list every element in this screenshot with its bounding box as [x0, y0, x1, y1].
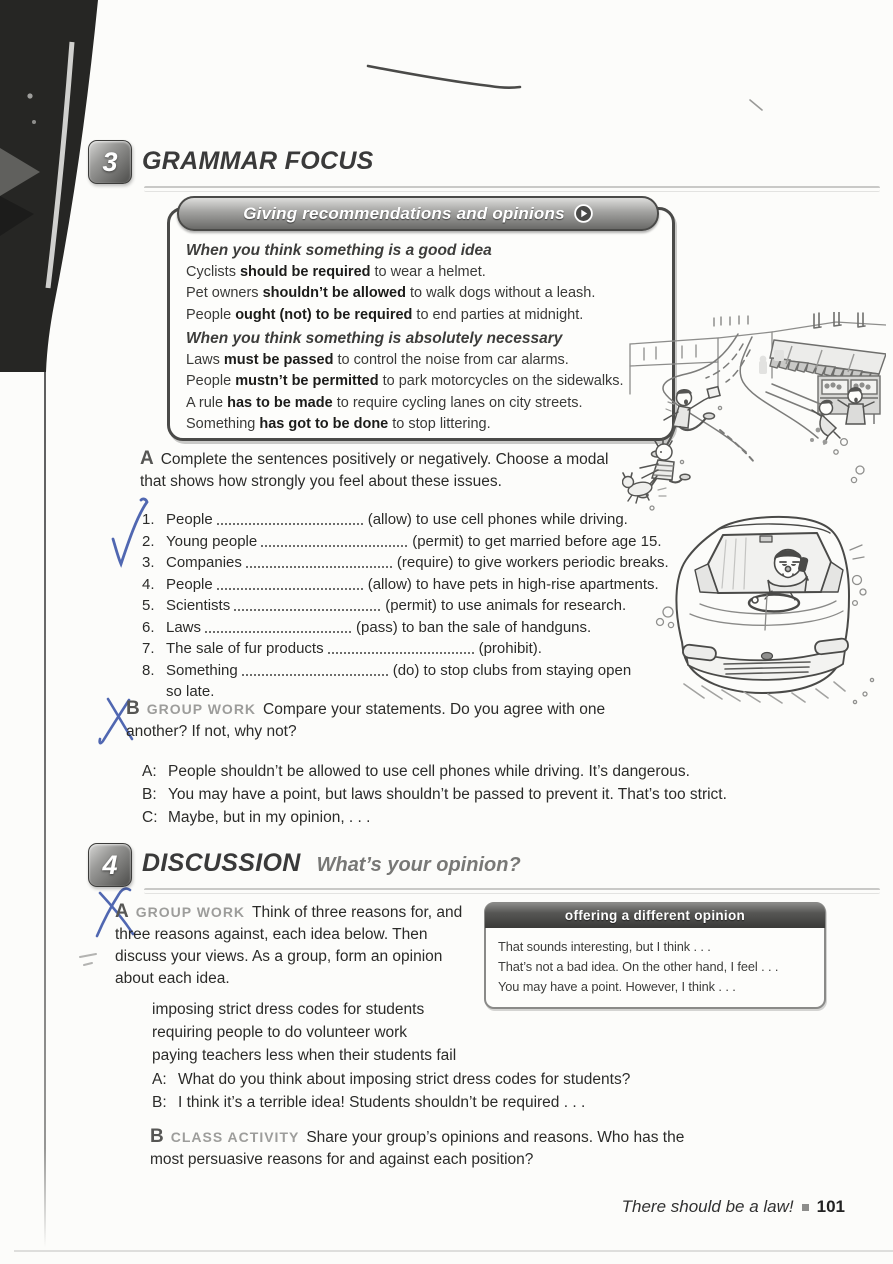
dialogue-row [142, 806, 887, 829]
answer-blank[interactable] [234, 597, 380, 611]
exercise-a-label: A [140, 448, 154, 469]
groupwork-b-label: B [126, 698, 140, 719]
section-3-divider [144, 186, 880, 192]
exercise-list [142, 509, 742, 703]
grammar-box-content [186, 238, 654, 436]
exercise-item-text: Scientists (permit) to use animals for research. [166, 597, 627, 614]
exercise-item-text: Companies (require) to give workers periodic breaks. [166, 554, 669, 571]
class-activity-tag: CLASS ACTIVITY [170, 1129, 300, 1145]
exercise-item [142, 595, 742, 617]
idea-item: paying teachers less when their students fail [152, 1047, 457, 1064]
exercise-item-number: 5. [142, 597, 155, 614]
dialogue-speaker: A: [142, 763, 157, 780]
exercise-a-text: Complete the sentences positively or negatively. Choose a modal that shows how strongly you feel about these issues. [140, 451, 609, 490]
discussion-a-instructions [115, 901, 475, 990]
exercise-item-text: People (allow) to have pets in high-rise apartments. [166, 575, 659, 593]
answer-blank[interactable] [328, 640, 474, 654]
dialogue-speaker: A: [152, 1071, 167, 1088]
grammar-box-title: Giving recommendations and opinions [243, 203, 565, 223]
section-4-badge [88, 843, 132, 887]
discussion-dialogue [152, 1068, 792, 1114]
grammar-example-sentence: Something has got to be done to stop littering. [186, 416, 491, 432]
section-3-badge [88, 140, 132, 184]
section-4-header [142, 849, 521, 878]
class-activity-label: B [150, 1126, 164, 1147]
exercise-a-instructions [140, 448, 622, 493]
unit-title: There should be a law! [621, 1197, 794, 1216]
groupwork-b-instructions [126, 698, 626, 743]
answer-blank[interactable] [242, 662, 388, 676]
opinion-phrase: That sounds interesting, but I think . . . [498, 939, 711, 954]
grammar-example-sentence: A rule has to be made to require cycling lanes on city streets. [186, 394, 583, 411]
opinion-phrase: You may have a point. However, I think . . . [498, 979, 736, 994]
grammar-example-sentence: People mustn’t be permitted to park motorcycles on the sidewalks. [186, 373, 624, 389]
exercise-item-number: 2. [142, 532, 155, 550]
opinion-phrase: That’s not a bad idea. On the other hand, I feel . . . [498, 959, 779, 974]
opinion-box [484, 902, 826, 1009]
groupwork-b-tag: GROUP WORK [146, 701, 257, 717]
exercise-item-number: 7. [142, 640, 155, 657]
section-3-number: 3 [102, 146, 118, 177]
answer-blank[interactable] [217, 511, 363, 525]
exercise-item-number: 4. [142, 575, 155, 593]
section-4-title: DISCUSSION [142, 849, 301, 877]
discussion-a-tag: GROUP WORK [135, 904, 246, 920]
dialogue-row [152, 1068, 792, 1091]
opinion-box-header [485, 903, 825, 928]
section-3-title: GRAMMAR FOCUS [142, 147, 374, 175]
dialogue-speaker: B: [152, 1094, 167, 1111]
exercise-item [142, 638, 742, 660]
example-dialogue [142, 760, 887, 829]
answer-blank[interactable] [261, 533, 407, 547]
grammar-example-sentence: People ought (not) to be required to end parties at midnight. [186, 306, 584, 323]
dialogue-line: What do you think about imposing strict dress codes for students? [178, 1071, 631, 1088]
exercise-item-text: Laws (pass) to ban the sale of handguns. [166, 618, 592, 636]
class-activity-instructions [150, 1126, 718, 1171]
dialogue-line: Maybe, but in my opinion, . . . [168, 809, 371, 826]
answer-blank[interactable] [246, 554, 392, 568]
exercise-item-text: Something (do) to stop clubs from staying open so late. [166, 661, 632, 700]
grammar-box-header [177, 196, 659, 231]
footer-square-icon [802, 1204, 809, 1211]
dialogue-line: People shouldn’t be allowed to use cell phones while driving. It’s dangerous. [168, 763, 690, 780]
section-4-subtitle: What’s your opinion? [316, 854, 521, 876]
play-icon [574, 204, 593, 223]
exercise-item-text: People (allow) to use cell phones while driving. [166, 511, 628, 528]
groupwork-b-text: Compare your statements. Do you agree with one another? If not, why not? [126, 701, 606, 740]
exercise-item [142, 552, 742, 574]
page-number: 101 [816, 1197, 845, 1216]
page-bottom-edge [14, 1250, 893, 1252]
dialogue-row [142, 760, 887, 783]
dialogue-row [152, 1091, 792, 1114]
grammar-example-sentence: Laws must be passed to control the noise from car alarms. [186, 351, 569, 368]
answer-blank[interactable] [217, 576, 363, 590]
exercise-item [142, 531, 742, 553]
exercise-item-number: 8. [142, 661, 155, 679]
dialogue-speaker: C: [142, 809, 158, 826]
exercise-item [142, 509, 742, 531]
discussion-a-text: Think of three reasons for, and three reasons against, each idea below. Then discuss your views. As a group, form an opinion about each idea. [115, 904, 463, 987]
section-4-divider [144, 888, 880, 894]
opinion-box-title: offering a different opinion [564, 908, 746, 923]
exercise-item-number: 6. [142, 618, 155, 636]
discussion-a-label: A [115, 901, 129, 922]
answer-blank[interactable] [205, 619, 351, 633]
dialogue-line: You may have a point, but laws shouldn’t be passed to prevent it. That’s too strict. [168, 786, 727, 803]
exercise-item-number: 1. [142, 511, 155, 528]
idea-item: imposing strict dress codes for students [152, 1001, 425, 1018]
exercise-item-number: 3. [142, 554, 155, 571]
grammar-example-sentence: Pet owners shouldn’t be allowed to walk dogs without a leash. [186, 285, 596, 301]
section-4-number: 4 [102, 849, 118, 880]
exercise-item-text: The sale of fur products (prohibit). [166, 640, 542, 657]
dialogue-speaker: B: [142, 786, 157, 803]
grammar-group-heading: When you think something is a good idea [186, 242, 492, 259]
exercise-item [142, 574, 742, 596]
idea-item: requiring people to do volunteer work [152, 1024, 408, 1041]
opinion-box-body [486, 928, 824, 1007]
page-footer [622, 1197, 845, 1217]
exercise-item-text: Young people (permit) to get married before age 15. [166, 532, 662, 550]
dialogue-row [142, 783, 887, 806]
exercise-item [142, 660, 742, 703]
pencil-scribble-icon [368, 66, 520, 88]
dialogue-line: I think it’s a terrible idea! Students shouldn’t be required . . . [178, 1094, 586, 1111]
grammar-example-sentence: Cyclists should be required to wear a helmet. [186, 263, 486, 280]
grammar-group-heading: When you think something is absolutely necessary [186, 330, 563, 347]
exercise-item [142, 617, 742, 639]
ideas-list [152, 998, 512, 1067]
class-activity-text: Share your group’s opinions and reasons. Who has the most persuasive reasons for and against each position? [150, 1129, 685, 1168]
